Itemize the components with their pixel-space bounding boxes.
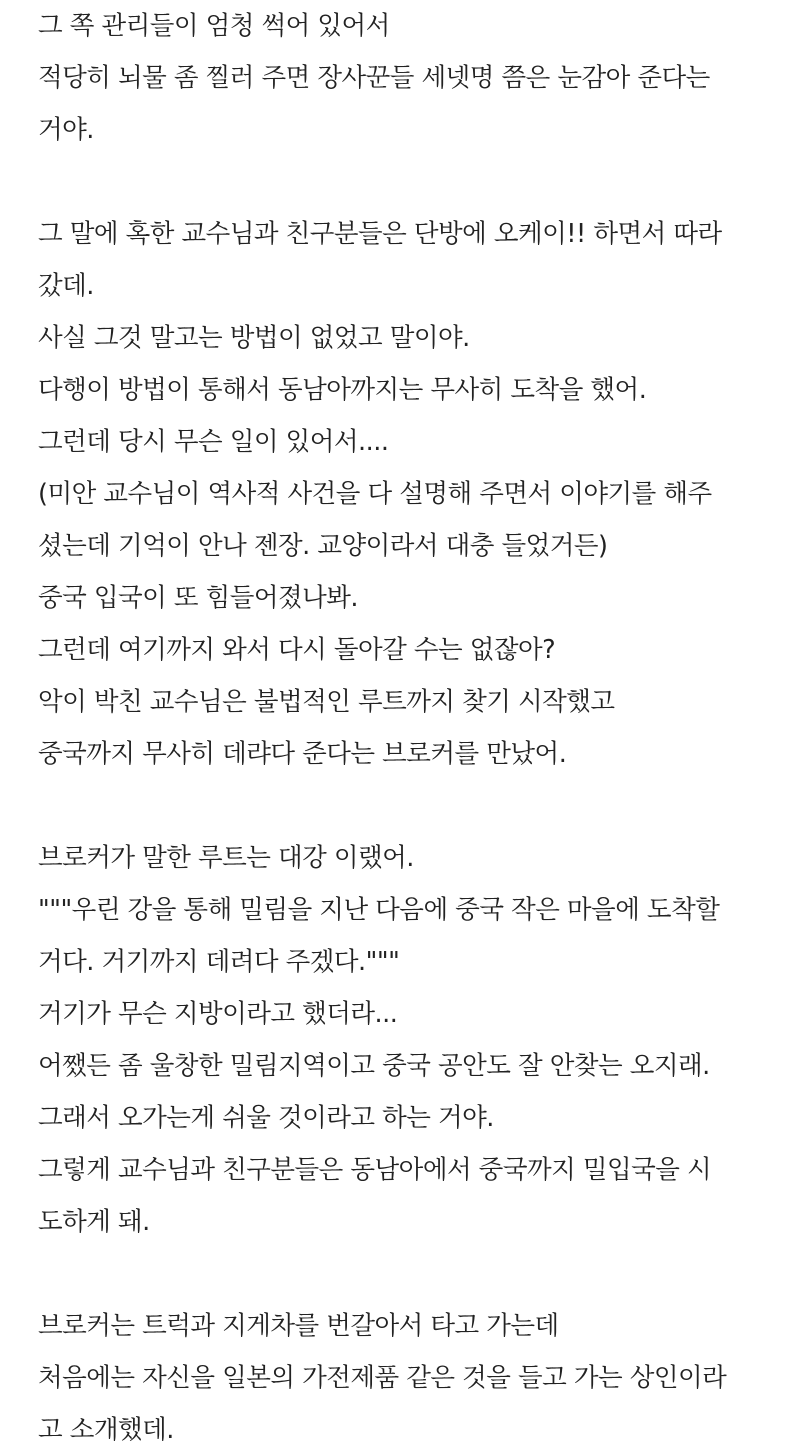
text-line: (미안 교수님이 역사적 사건을 다 설명해 주면서 이야기를 해주 <box>38 479 712 509</box>
text-line: 중국까지 무사히 데랴다 준다는 브로커를 만났어. <box>38 739 567 769</box>
text-line: 적당히 뇌물 좀 찔러 주면 장사꾼들 세넷명 쯤은 눈감아 준다는 <box>38 63 710 93</box>
text-line: 고 소개했데. <box>38 1415 174 1445</box>
text-line: 그렇게 교수님과 친구분들은 동남아에서 중국까지 밀입국을 시 <box>38 1155 712 1185</box>
text-line: 그 말에 혹한 교수님과 친구분들은 단방에 오케이!! 하면서 따라 <box>38 219 722 249</box>
paragraph-spacer <box>38 1248 778 1300</box>
text-line: 어쨌든 좀 울창한 밀림지역이고 중국 공안도 잘 안찾는 오지래. <box>38 1051 710 1081</box>
text-line: 브로커는 트럭과 지게차를 번갈아서 타고 가는데 <box>38 1311 559 1341</box>
text-line: 사실 그것 말고는 방법이 없었고 말이야. <box>38 323 470 353</box>
text-line: 그런데 여기까지 와서 다시 돌아갈 수는 없잖아? <box>38 635 556 665</box>
text-line: 도하게 돼. <box>38 1207 150 1237</box>
text-line: 갔데. <box>38 271 94 301</box>
text-line: 거야. <box>38 115 94 145</box>
text-line: 그런데 당시 무슨 일이 있어서.... <box>38 427 389 457</box>
text-line: 다행이 방법이 통해서 동남아까지는 무사히 도착을 했어. <box>38 375 647 405</box>
text-line: 그래서 오가는게 쉬울 것이라고 하는 거야. <box>38 1103 494 1133</box>
text-line: 거기가 무슨 지방이라고 했더라... <box>38 999 398 1029</box>
text-line: 악이 박친 교수님은 불법적인 루트까지 찾기 시작했고 <box>38 687 615 717</box>
text-line: 그 쪽 관리들이 엄청 썩어 있어서 <box>38 11 390 41</box>
paragraph-spacer <box>38 156 778 208</box>
paragraph-spacer <box>38 780 778 832</box>
text-line: 브로커가 말한 루트는 대강 이랬어. <box>38 843 414 873</box>
text-line: 셨는데 기억이 안나 젠장. 교양이라서 대충 들었거든) <box>38 531 608 561</box>
article-body <box>38 0 778 1456</box>
text-line: 중국 입국이 또 힘들어졌나봐. <box>38 583 359 613</box>
text-line: 거다. 거기까지 데려다 주겠다.""" <box>38 947 400 977</box>
text-line: 처음에는 자신을 일본의 가전제품 같은 것을 들고 가는 상인이라 <box>38 1363 727 1393</box>
paragraph-2 <box>38 208 778 780</box>
paragraph-3 <box>38 832 778 1248</box>
text-line: """우린 강을 통해 밀림을 지난 다음에 중국 작은 마을에 도착할 <box>38 895 720 925</box>
paragraph-4 <box>38 1300 778 1456</box>
paragraph-1 <box>38 0 778 156</box>
